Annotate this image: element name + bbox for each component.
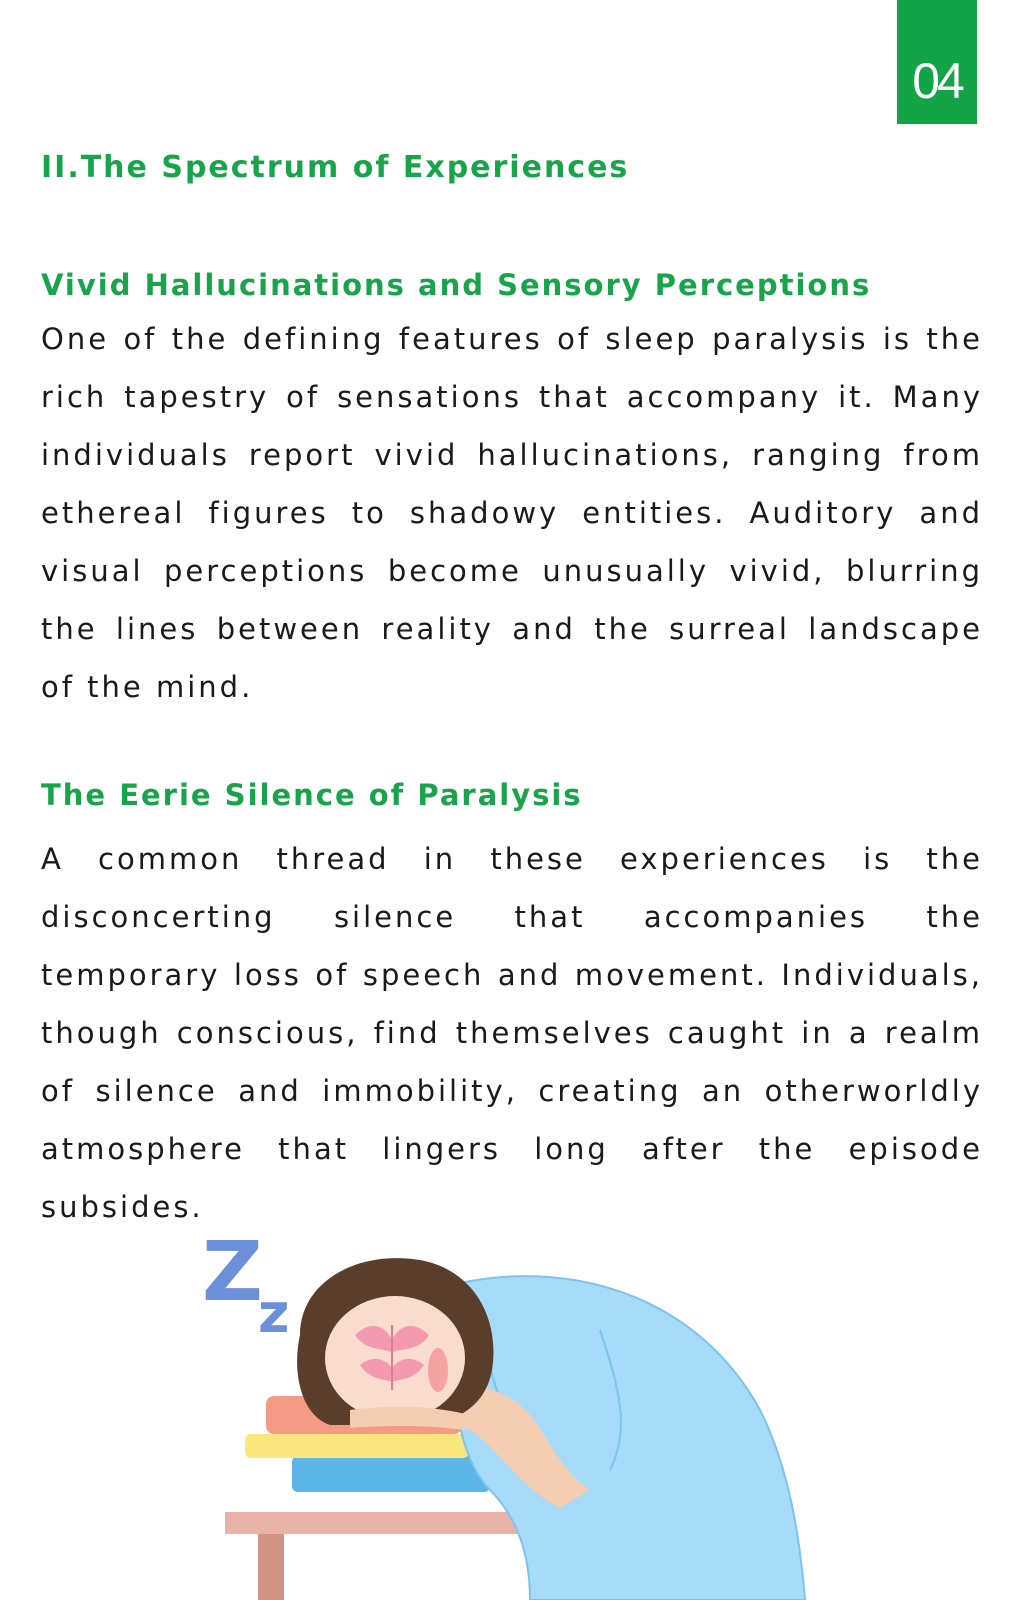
- table-leg-left: [258, 1534, 284, 1600]
- page-number-badge: [897, 0, 977, 124]
- zz-small: z: [258, 1282, 290, 1345]
- cheek: [428, 1348, 448, 1392]
- paragraph-hallucinations: One of the defining features of sleep paralysis is the rich tapestry of sensations that accompany it. Many individuals report vivid hallucinations, ranging from ethereal figures to shadowy entities. Auditory and visual perceptions become unusually vivid, blurring the lines between reality and the surreal landscape of the mind.: [41, 322, 983, 704]
- subheading-eerie-silence: The Eerie Silence of Paralysis: [41, 778, 583, 812]
- yellow-book: [245, 1434, 469, 1458]
- section-title: II.The Spectrum of Experiences: [41, 150, 630, 185]
- page-number: 04: [912, 53, 962, 109]
- blue-book: [292, 1456, 490, 1492]
- zz-big: Z: [202, 1240, 263, 1320]
- paragraph-eerie-silence: A common thread in these experiences is the disconcerting silence that accompanies the temporary loss of speech and movement. Individuals, though conscious, find themselves caught in a realm of silence and immobility, creating an otherworldly atmosphere that lingers long after the episode subsides.: [41, 842, 983, 1224]
- subheading-hallucinations: Vivid Hallucinations and Sensory Perceptions: [41, 268, 872, 302]
- sleeping-person-illustration: [200, 1240, 840, 1600]
